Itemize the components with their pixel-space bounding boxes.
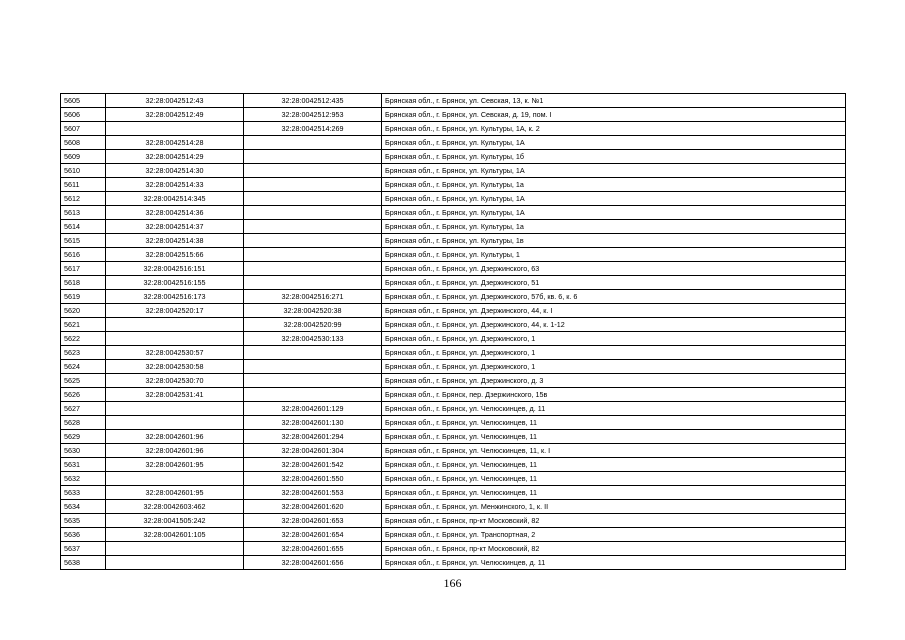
row-number-cell: 5610 xyxy=(61,164,106,178)
table-row xyxy=(61,416,846,430)
address-cell: Брянская обл., г. Брянск, ул. Культуры, 1 xyxy=(382,248,846,262)
cadastral-number-cell: 32:28:0042601:95 xyxy=(106,458,244,472)
table-row xyxy=(61,388,846,402)
object-cadastral-number-cell: 32:28:0042512:953 xyxy=(244,108,382,122)
object-cadastral-number-cell: 32:28:0042601:653 xyxy=(244,514,382,528)
address-cell: Брянская обл., г. Брянск, ул. Челюскинцев, 11 xyxy=(382,416,846,430)
object-cadastral-number-cell: 32:28:0042601:655 xyxy=(244,542,382,556)
object-cadastral-number-cell xyxy=(244,248,382,262)
table-row xyxy=(61,542,846,556)
table-row xyxy=(61,430,846,444)
table-row xyxy=(61,192,846,206)
table-row xyxy=(61,164,846,178)
object-cadastral-number-cell xyxy=(244,220,382,234)
address-cell: Брянская обл., г. Брянск, ул. Дзержинского, 1 xyxy=(382,360,846,374)
object-cadastral-number-cell xyxy=(244,360,382,374)
table-row xyxy=(61,206,846,220)
row-number-cell: 5617 xyxy=(61,262,106,276)
object-cadastral-number-cell: 32:28:0042601:304 xyxy=(244,444,382,458)
address-cell: Брянская обл., г. Брянск, ул. Дзержинского, 57б, кв. 6, к. 6 xyxy=(382,290,846,304)
object-cadastral-number-cell xyxy=(244,234,382,248)
cadastral-number-cell xyxy=(106,318,244,332)
object-cadastral-number-cell: 32:28:0042520:99 xyxy=(244,318,382,332)
table-row xyxy=(61,556,846,570)
row-number-cell: 5627 xyxy=(61,402,106,416)
row-number-cell: 5609 xyxy=(61,150,106,164)
address-cell: Брянская обл., г. Брянск, ул. Дзержинского, д. 3 xyxy=(382,374,846,388)
table-row xyxy=(61,276,846,290)
object-cadastral-number-cell xyxy=(244,150,382,164)
address-cell: Брянская обл., г. Брянск, пер. Дзержинского, 15в xyxy=(382,388,846,402)
cadastral-number-cell: 32:28:0042514:28 xyxy=(106,136,244,150)
object-cadastral-number-cell xyxy=(244,262,382,276)
table-row xyxy=(61,290,846,304)
cadastral-number-cell xyxy=(106,402,244,416)
row-number-cell: 5633 xyxy=(61,486,106,500)
object-cadastral-number-cell: 32:28:0042520:38 xyxy=(244,304,382,318)
object-cadastral-number-cell xyxy=(244,374,382,388)
table-row xyxy=(61,234,846,248)
cadastral-number-cell: 32:28:0042603:462 xyxy=(106,500,244,514)
object-cadastral-number-cell: 32:28:0042530:133 xyxy=(244,332,382,346)
address-cell: Брянская обл., г. Брянск, ул. Челюскинцев, 11 xyxy=(382,458,846,472)
cadastral-number-cell: 32:28:0042601:95 xyxy=(106,486,244,500)
cadastral-number-cell: 32:28:0042530:58 xyxy=(106,360,244,374)
row-number-cell: 5637 xyxy=(61,542,106,556)
row-number-cell: 5619 xyxy=(61,290,106,304)
address-cell: Брянская обл., г. Брянск, ул. Челюскинцев, 11 xyxy=(382,472,846,486)
object-cadastral-number-cell: 32:28:0042512:435 xyxy=(244,94,382,108)
row-number-cell: 5613 xyxy=(61,206,106,220)
address-cell: Брянская обл., г. Брянск, ул. Дзержинского, 63 xyxy=(382,262,846,276)
row-number-cell: 5606 xyxy=(61,108,106,122)
row-number-cell: 5632 xyxy=(61,472,106,486)
address-cell: Брянская обл., г. Брянск, ул. Культуры, 1А xyxy=(382,206,846,220)
row-number-cell: 5618 xyxy=(61,276,106,290)
address-cell: Брянская обл., г. Брянск, ул. Культуры, 1А xyxy=(382,164,846,178)
row-number-cell: 5622 xyxy=(61,332,106,346)
object-cadastral-number-cell: 32:28:0042601:129 xyxy=(244,402,382,416)
row-number-cell: 5634 xyxy=(61,500,106,514)
address-cell: Брянская обл., г. Брянск, ул. Дзержинского, 44, к. I xyxy=(382,304,846,318)
table-row xyxy=(61,486,846,500)
address-cell: Брянская обл., г. Брянск, ул. Дзержинского, 1 xyxy=(382,332,846,346)
table-row xyxy=(61,374,846,388)
object-cadastral-number-cell: 32:28:0042601:654 xyxy=(244,528,382,542)
row-number-cell: 5636 xyxy=(61,528,106,542)
registry-table xyxy=(60,93,846,570)
address-cell: Брянская обл., г. Брянск, ул. Дзержинского, 51 xyxy=(382,276,846,290)
row-number-cell: 5621 xyxy=(61,318,106,332)
address-cell: Брянская обл., г. Брянск, ул. Челюскинцев, д. 11 xyxy=(382,402,846,416)
table-row xyxy=(61,332,846,346)
address-cell: Брянская обл., г. Брянск, ул. Челюскинцев, 11 xyxy=(382,486,846,500)
table-row xyxy=(61,528,846,542)
row-number-cell: 5628 xyxy=(61,416,106,430)
address-cell: Брянская обл., г. Брянск, ул. Челюскинцев, 11, к. I xyxy=(382,444,846,458)
row-number-cell: 5611 xyxy=(61,178,106,192)
cadastral-number-cell: 32:28:0042601:96 xyxy=(106,430,244,444)
object-cadastral-number-cell: 32:28:0042601:550 xyxy=(244,472,382,486)
row-number-cell: 5630 xyxy=(61,444,106,458)
cadastral-number-cell: 32:28:0042601:105 xyxy=(106,528,244,542)
object-cadastral-number-cell xyxy=(244,206,382,220)
object-cadastral-number-cell: 32:28:0042514:269 xyxy=(244,122,382,136)
table-row xyxy=(61,150,846,164)
table-row xyxy=(61,472,846,486)
cadastral-number-cell: 32:28:0042512:43 xyxy=(106,94,244,108)
row-number-cell: 5615 xyxy=(61,234,106,248)
cadastral-number-cell: 32:28:0042514:345 xyxy=(106,192,244,206)
table-row xyxy=(61,248,846,262)
table-row xyxy=(61,346,846,360)
object-cadastral-number-cell: 32:28:0042516:271 xyxy=(244,290,382,304)
cadastral-number-cell: 32:28:0042514:30 xyxy=(106,164,244,178)
object-cadastral-number-cell: 32:28:0042601:620 xyxy=(244,500,382,514)
address-cell: Брянская обл., г. Брянск, пр-кт Московский, 82 xyxy=(382,514,846,528)
address-cell: Брянская обл., г. Брянск, ул. Культуры, 1б xyxy=(382,150,846,164)
address-cell: Брянская обл., г. Брянск, ул. Культуры, 1а xyxy=(382,220,846,234)
row-number-cell: 5629 xyxy=(61,430,106,444)
cadastral-number-cell: 32:28:0042520:17 xyxy=(106,304,244,318)
cadastral-number-cell: 32:28:0041505:242 xyxy=(106,514,244,528)
cadastral-number-cell: 32:28:0042514:38 xyxy=(106,234,244,248)
row-number-cell: 5625 xyxy=(61,374,106,388)
table-row xyxy=(61,94,846,108)
table-row xyxy=(61,122,846,136)
object-cadastral-number-cell: 32:28:0042601:656 xyxy=(244,556,382,570)
object-cadastral-number-cell: 32:28:0042601:130 xyxy=(244,416,382,430)
row-number-cell: 5623 xyxy=(61,346,106,360)
cadastral-number-cell xyxy=(106,332,244,346)
address-cell: Брянская обл., г. Брянск, ул. Культуры, 1А xyxy=(382,136,846,150)
table-row xyxy=(61,136,846,150)
row-number-cell: 5638 xyxy=(61,556,106,570)
address-cell: Брянская обл., г. Брянск, ул. Дзержинского, 1 xyxy=(382,346,846,360)
object-cadastral-number-cell xyxy=(244,164,382,178)
address-cell: Брянская обл., г. Брянск, ул. Транспортная, 2 xyxy=(382,528,846,542)
address-cell: Брянская обл., г. Брянск, ул. Челюскинцев, 11 xyxy=(382,430,846,444)
address-cell: Брянская обл., г. Брянск, ул. Менжинского, 1, к. II xyxy=(382,500,846,514)
cadastral-number-cell: 32:28:0042514:37 xyxy=(106,220,244,234)
address-cell: Брянская обл., г. Брянск, ул. Севская, 13, к. №1 xyxy=(382,94,846,108)
cadastral-number-cell xyxy=(106,122,244,136)
object-cadastral-number-cell: 32:28:0042601:542 xyxy=(244,458,382,472)
address-cell: Брянская обл., г. Брянск, ул. Культуры, 1А, к. 2 xyxy=(382,122,846,136)
table-row xyxy=(61,360,846,374)
table-row xyxy=(61,514,846,528)
cadastral-number-cell: 32:28:0042512:49 xyxy=(106,108,244,122)
row-number-cell: 5626 xyxy=(61,388,106,402)
row-number-cell: 5620 xyxy=(61,304,106,318)
cadastral-number-cell: 32:28:0042516:173 xyxy=(106,290,244,304)
address-cell: Брянская обл., г. Брянск, ул. Севская, д. 19, пом. I xyxy=(382,108,846,122)
object-cadastral-number-cell xyxy=(244,388,382,402)
object-cadastral-number-cell: 32:28:0042601:294 xyxy=(244,430,382,444)
cadastral-number-cell: 32:28:0042515:66 xyxy=(106,248,244,262)
table-row xyxy=(61,304,846,318)
table-row xyxy=(61,500,846,514)
cadastral-number-cell: 32:28:0042514:33 xyxy=(106,178,244,192)
object-cadastral-number-cell xyxy=(244,136,382,150)
registry-table-body xyxy=(61,94,846,570)
row-number-cell: 5612 xyxy=(61,192,106,206)
cadastral-number-cell: 32:28:0042601:96 xyxy=(106,444,244,458)
cadastral-number-cell xyxy=(106,416,244,430)
address-cell: Брянская обл., г. Брянск, ул. Дзержинского, 44, к. 1-12 xyxy=(382,318,846,332)
address-cell: Брянская обл., г. Брянск, ул. Культуры, 1А xyxy=(382,192,846,206)
row-number-cell: 5605 xyxy=(61,94,106,108)
cadastral-number-cell: 32:28:0042514:36 xyxy=(106,206,244,220)
cadastral-number-cell xyxy=(106,542,244,556)
cadastral-number-cell: 32:28:0042530:57 xyxy=(106,346,244,360)
row-number-cell: 5607 xyxy=(61,122,106,136)
table-row xyxy=(61,178,846,192)
cadastral-number-cell: 32:28:0042514:29 xyxy=(106,150,244,164)
address-cell: Брянская обл., г. Брянск, ул. Челюскинцев, д. 11 xyxy=(382,556,846,570)
row-number-cell: 5608 xyxy=(61,136,106,150)
page-number: 166 xyxy=(443,576,462,590)
cadastral-number-cell xyxy=(106,472,244,486)
cadastral-number-cell: 32:28:0042531:41 xyxy=(106,388,244,402)
row-number-cell: 5635 xyxy=(61,514,106,528)
row-number-cell: 5624 xyxy=(61,360,106,374)
table-row xyxy=(61,220,846,234)
address-cell: Брянская обл., г. Брянск, ул. Культуры, 1в xyxy=(382,234,846,248)
row-number-cell: 5631 xyxy=(61,458,106,472)
address-cell: Брянская обл., г. Брянск, ул. Культуры, 1а xyxy=(382,178,846,192)
object-cadastral-number-cell xyxy=(244,346,382,360)
cadastral-number-cell: 32:28:0042530:70 xyxy=(106,374,244,388)
object-cadastral-number-cell xyxy=(244,192,382,206)
cadastral-number-cell: 32:28:0042516:155 xyxy=(106,276,244,290)
table-row xyxy=(61,458,846,472)
cadastral-number-cell: 32:28:0042516:151 xyxy=(106,262,244,276)
table-row xyxy=(61,402,846,416)
cadastral-number-cell xyxy=(106,556,244,570)
row-number-cell: 5614 xyxy=(61,220,106,234)
object-cadastral-number-cell xyxy=(244,178,382,192)
table-row xyxy=(61,108,846,122)
table-row xyxy=(61,444,846,458)
row-number-cell: 5616 xyxy=(61,248,106,262)
address-cell: Брянская обл., г. Брянск, пр-кт Московский, 82 xyxy=(382,542,846,556)
table-row xyxy=(61,318,846,332)
object-cadastral-number-cell: 32:28:0042601:553 xyxy=(244,486,382,500)
table-row xyxy=(61,262,846,276)
object-cadastral-number-cell xyxy=(244,276,382,290)
